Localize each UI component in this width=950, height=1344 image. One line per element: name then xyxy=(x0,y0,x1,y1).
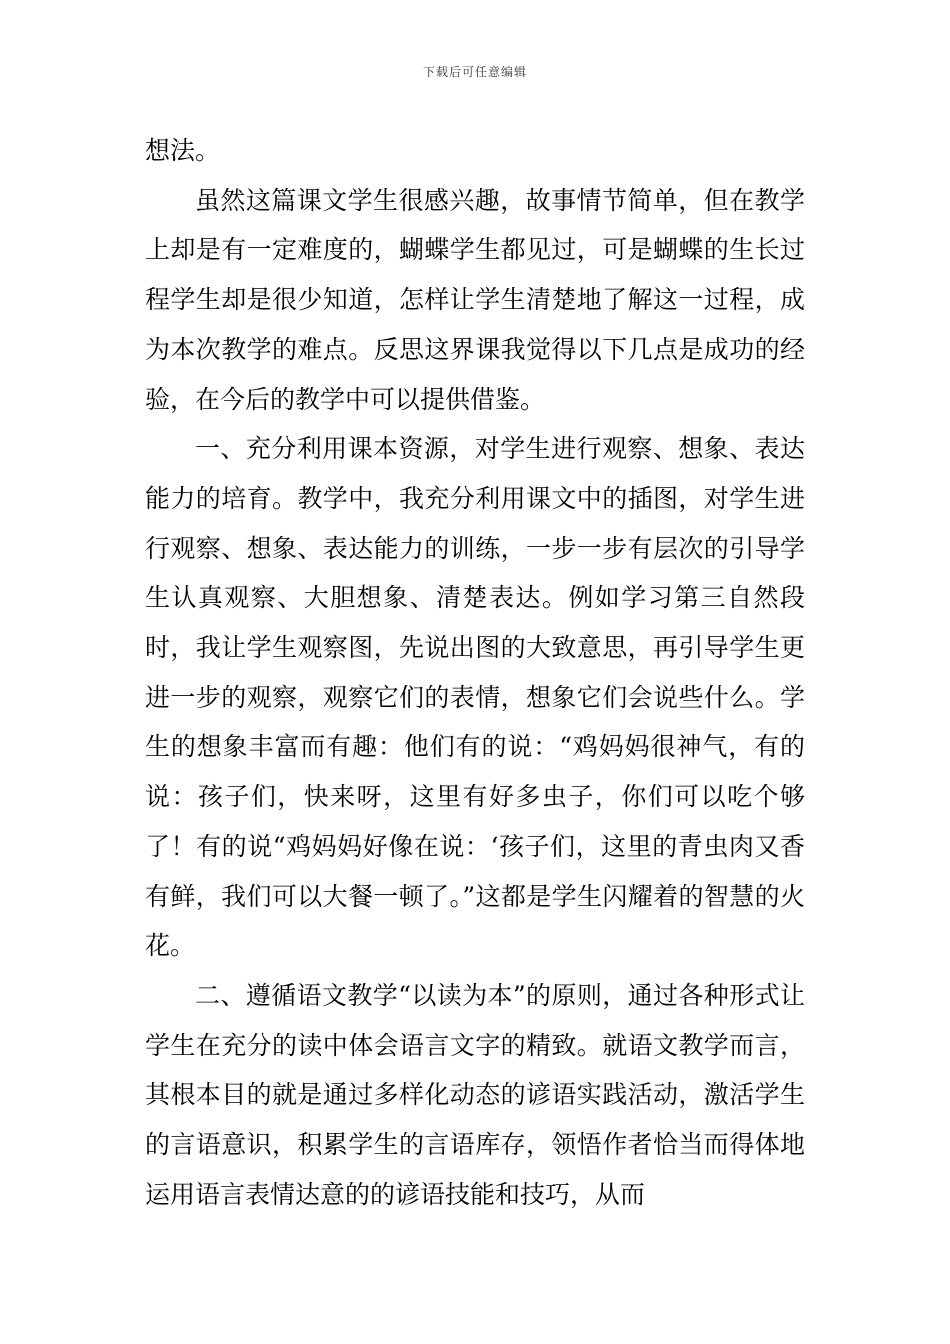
paragraph-intro: 虽然这篇课文学生很感兴趣，故事情节简单，但在教学上却是有一定难度的，蝴蝶学生都见过，可是蝴蝶的生长过程学生却是很少知道，怎样让学生清楚地了解这一过程，成为本次教学的难点。反思这界课我觉得以下几点是成功的经验，在今后的教学中可以提供借鉴。 xyxy=(145,185,805,414)
document-body xyxy=(145,126,805,1219)
paragraph-point-two: 二、遵循语文教学“以读为本”的原则，通过各种形式让学生在充分的读中体会语言文字的精致。就语文教学而言，其根本目的就是通过多样化动态的谚语实践活动，激活学生的言语意识，积累学生的言语库存，领悟作者恰当而得体地运用语言表情达意的的谚语技能和技巧，从而 xyxy=(145,980,805,1209)
paragraph-point-one: 一、充分利用课本资源，对学生进行观察、想象、表达能力的培育。教学中，我充分利用课文中的插图，对学生进行观察、想象、表达能力的训练，一步一步有层次的引导学生认真观察、大胆想象、清楚表达。例如学习第三自然段时，我让学生观察图，先说出图的大致意思，再引导学生更进一步的观察，观察它们的表情，想象它们会说些什么。学生的想象丰富而有趣：他们有的说：“鸡妈妈很神气，有的说：孩子们，快来呀，这里有好多虫子，你们可以吃个够了！有的说“鸡妈妈好像在说：‘孩子们，这里的青虫肉又香有鲜，我们可以大餐一顿了。”这都是学生闪耀着的智慧的火花。 xyxy=(145,434,805,961)
paragraph-continuation: 想法。 xyxy=(145,136,221,165)
page-header: 下载后可任意编辑 xyxy=(422,65,527,79)
